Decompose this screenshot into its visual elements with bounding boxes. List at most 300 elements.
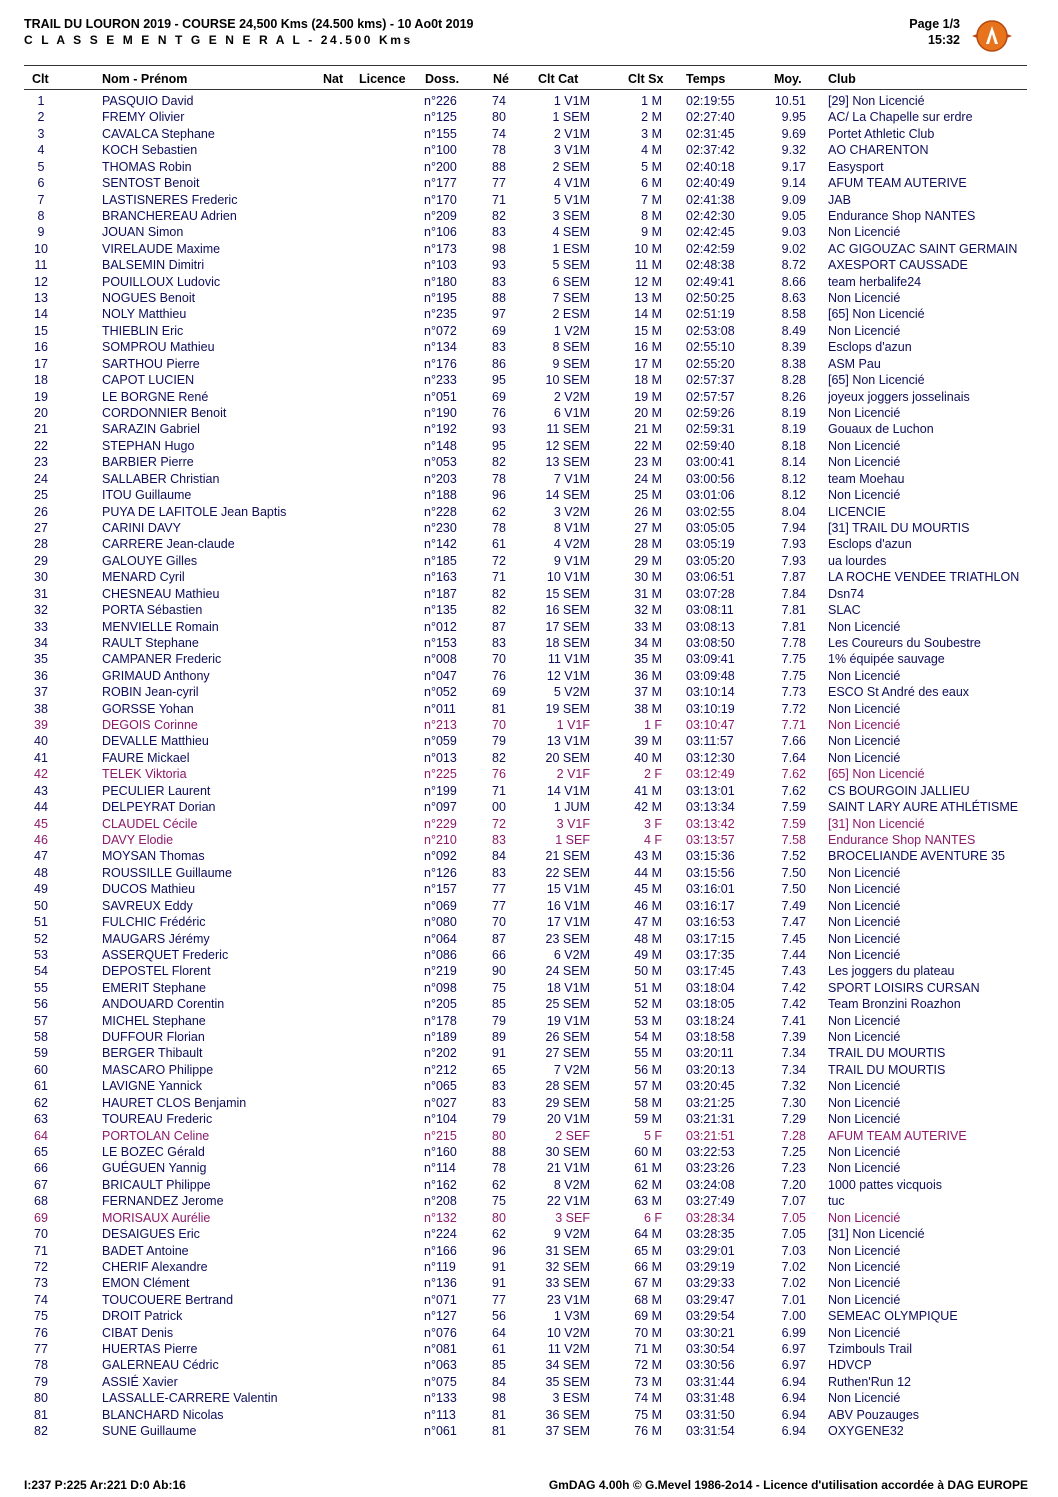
cell-clt: 10 [34, 241, 48, 256]
cell-ne: 71 [492, 570, 506, 585]
cell-doss: n°098 [424, 980, 457, 995]
cell-ne: 97 [492, 307, 506, 322]
cell-club: Non Licencié [828, 1243, 901, 1258]
table-row [0, 520, 1058, 536]
cell-club: TRAIL DU MOURTIS [828, 1046, 946, 1061]
cell-temps: 03:30:56 [686, 1358, 735, 1373]
cell-ne: 83 [492, 1095, 506, 1110]
col-doss: Doss. [425, 72, 460, 86]
cell-ne: 74 [492, 94, 506, 108]
cell-club: Ruthen'Run 12 [828, 1374, 912, 1389]
cell-clt: 1 [37, 94, 45, 108]
cell-nom: ROUSSILLE Guillaume [102, 865, 232, 880]
cell-club: HDVCP [828, 1358, 872, 1373]
cell-doss: n°135 [424, 603, 457, 618]
cell-ne: 64 [492, 1325, 506, 1340]
cell-clt: 81 [34, 1407, 48, 1422]
cell-clt-sx: 55 M [634, 1046, 662, 1061]
cell-nom: FREMY Olivier [102, 110, 185, 125]
table-row [0, 1423, 1058, 1439]
cell-clt-cat: 31 SEM [545, 1243, 590, 1258]
cell-clt-cat: 1 V1M [553, 94, 590, 108]
cell-clt: 67 [34, 1177, 48, 1192]
cell-clt-cat: 36 SEM [545, 1407, 590, 1422]
cell-clt-cat: 10 V2M [546, 1325, 590, 1340]
cell-ne: 75 [492, 1194, 506, 1209]
cell-club: [29] Non Licencié [828, 94, 925, 108]
cell-moy: 7.34 [781, 1062, 806, 1077]
cell-clt: 41 [34, 750, 48, 765]
cell-club: OXYGENE32 [828, 1424, 904, 1439]
cell-doss: n°061 [424, 1424, 457, 1439]
cell-nom: ROBIN Jean-cyril [102, 685, 199, 700]
table-row [0, 832, 1058, 848]
cell-ne: 95 [492, 373, 506, 388]
cell-clt-cat: 19 SEM [545, 701, 590, 716]
cell-club: Les Coureurs du Soubestre [828, 635, 981, 650]
cell-doss: n°064 [424, 931, 457, 946]
cell-clt-cat: 30 SEM [545, 1145, 590, 1159]
cell-doss: n°224 [424, 1227, 457, 1242]
cell-clt-sx: 10 M [634, 241, 662, 256]
cell-clt: 46 [34, 832, 48, 847]
cell-ne: 90 [492, 964, 506, 979]
cell-moy: 8.72 [781, 258, 806, 273]
event-logo [968, 14, 1016, 58]
col-nat: Nat [323, 72, 344, 86]
cell-club: Non Licencié [828, 1292, 901, 1307]
cell-moy: 7.93 [781, 553, 806, 568]
cell-nom: TELEK Viktoria [102, 767, 187, 782]
cell-clt-sx: 42 M [634, 800, 662, 815]
cell-doss: n°051 [424, 389, 457, 404]
cell-nom: MICHEL Stephane [102, 1013, 206, 1028]
cell-club: Non Licencié [828, 898, 901, 913]
cell-nom: MENARD Cyril [102, 570, 185, 585]
cell-clt-cat: 22 V1M [546, 1194, 590, 1209]
table-row [0, 766, 1058, 782]
table-row [0, 142, 1058, 158]
cell-clt: 15 [34, 323, 48, 338]
cell-clt-sx: 48 M [634, 931, 662, 946]
cell-moy: 9.32 [781, 143, 806, 158]
cell-ne: 77 [492, 882, 506, 897]
cell-clt-cat: 18 SEM [545, 635, 590, 650]
cell-club: Les joggers du plateau [828, 964, 955, 979]
cell-club: JAB [828, 192, 851, 207]
cell-temps: 03:18:04 [686, 980, 735, 995]
cell-temps: 02:51:19 [686, 307, 735, 322]
cell-clt-sx: 44 M [634, 865, 662, 880]
cell-doss: n°185 [424, 553, 457, 568]
cell-club: AFUM TEAM AUTERIVE [828, 1128, 967, 1143]
cell-doss: n°199 [424, 783, 457, 798]
cell-moy: 7.62 [781, 783, 806, 798]
cell-clt: 66 [34, 1161, 48, 1176]
cell-temps: 02:50:25 [686, 291, 735, 306]
race-title: TRAIL DU LOURON 2019 - COURSE 24,500 Kms (24.500 kms) - 10 Ao0t 2019 [24, 17, 474, 31]
cell-moy: 6.97 [781, 1342, 806, 1357]
cell-clt-sx: 36 M [634, 668, 662, 683]
cell-club: AC/ La Chapelle sur erdre [828, 110, 973, 125]
cell-clt-cat: 13 SEM [545, 455, 590, 470]
cell-nom: GALOUYE Gilles [102, 553, 198, 568]
table-row [0, 1325, 1058, 1341]
cell-clt: 74 [34, 1292, 48, 1307]
cell-moy: 7.75 [781, 652, 806, 667]
col-ne: Né [493, 72, 509, 86]
cell-temps: 02:57:57 [686, 389, 735, 404]
table-row [0, 1243, 1058, 1259]
cell-clt-sx: 74 M [634, 1391, 662, 1406]
cell-moy: 8.66 [781, 274, 806, 289]
cell-clt-cat: 32 SEM [545, 1259, 590, 1274]
cell-club: SEMEAC OLYMPIQUE [828, 1309, 958, 1324]
cell-temps: 03:07:28 [686, 586, 735, 601]
cell-doss: n°233 [424, 373, 457, 388]
cell-moy: 7.64 [781, 750, 806, 765]
cell-clt-cat: 2 SEF [555, 1128, 590, 1143]
cell-moy: 7.02 [781, 1276, 806, 1291]
cell-clt-cat: 9 SEM [552, 356, 590, 371]
cell-clt-sx: 7 M [641, 192, 662, 207]
cell-clt-cat: 34 SEM [545, 1358, 590, 1373]
cell-temps: 03:31:48 [686, 1391, 735, 1406]
table-row [0, 208, 1058, 224]
cell-clt-cat: 1 V3M [553, 1309, 590, 1324]
cell-club: TRAIL DU MOURTIS [828, 1062, 946, 1077]
cell-clt: 24 [34, 471, 48, 486]
cell-doss: n°177 [424, 176, 457, 191]
cell-club: Non Licencié [828, 291, 901, 306]
col-clt: Clt [32, 72, 49, 86]
cell-clt-cat: 7 V1M [553, 471, 590, 486]
cell-clt: 6 [37, 176, 45, 191]
cell-temps: 03:09:48 [686, 668, 735, 683]
cell-clt-cat: 37 SEM [545, 1424, 590, 1439]
table-row [0, 898, 1058, 914]
cell-ne: 82 [492, 586, 506, 601]
cell-club: [31] TRAIL DU MOURTIS [828, 520, 970, 535]
cell-moy: 7.41 [781, 1013, 806, 1028]
cell-nom: LE BORGNE René [102, 389, 209, 404]
cell-moy: 9.17 [781, 159, 806, 174]
cell-moy: 8.26 [781, 389, 806, 404]
cell-clt-cat: 3 SEM [552, 208, 590, 223]
cell-nom: CAVALCA Stephane [102, 126, 215, 141]
cell-moy: 7.75 [781, 668, 806, 683]
cell-doss: n°195 [424, 291, 457, 306]
cell-nom: POUILLOUX Ludovic [102, 274, 221, 289]
cell-ne: 82 [492, 208, 506, 223]
cell-ne: 76 [492, 668, 506, 683]
cell-doss: n°213 [424, 718, 457, 733]
cell-nom: CIBAT Denis [102, 1325, 174, 1340]
cell-temps: 03:11:57 [686, 734, 734, 749]
cell-moy: 7.34 [781, 1046, 806, 1061]
cell-clt-cat: 11 SEM [546, 422, 590, 437]
cell-temps: 03:17:15 [686, 931, 735, 946]
cell-temps: 03:13:57 [686, 832, 735, 847]
cell-clt: 60 [34, 1062, 48, 1077]
cell-clt: 9 [37, 225, 45, 240]
cell-moy: 9.02 [781, 241, 806, 256]
cell-ne: 75 [492, 980, 506, 995]
cell-temps: 03:10:19 [686, 701, 735, 716]
cell-nom: MENVIELLE Romain [102, 619, 219, 634]
cell-moy: 7.42 [781, 997, 806, 1012]
cell-clt-sx: 18 M [634, 373, 662, 388]
cell-clt: 29 [34, 553, 48, 568]
cell-clt: 35 [34, 652, 48, 667]
cell-temps: 03:10:47 [686, 718, 735, 733]
cell-moy: 6.97 [781, 1358, 806, 1373]
table-row [0, 799, 1058, 815]
cell-doss: n°219 [424, 964, 457, 979]
cell-clt-cat: 28 SEM [545, 1079, 590, 1094]
cell-temps: 03:00:56 [686, 471, 735, 486]
cell-doss: n°225 [424, 767, 457, 782]
cell-temps: 03:05:20 [686, 553, 735, 568]
cell-temps: 03:18:05 [686, 997, 735, 1012]
cell-club: [65] Non Licencié [828, 373, 925, 388]
cell-nom: LASSALLE-CARRERE Valentin [102, 1391, 278, 1406]
cell-moy: 9.69 [781, 126, 806, 141]
cell-clt-sx: 37 M [634, 685, 662, 700]
cell-temps: 03:13:42 [686, 816, 735, 831]
cell-clt-cat: 11 V1M [547, 652, 590, 667]
cell-clt: 55 [34, 980, 48, 995]
cell-temps: 02:40:18 [686, 159, 735, 174]
race-subtitle: C L A S S E M E N T G E N E R A L - 24.500 Kms [24, 33, 413, 47]
cell-nom: SAVREUX Eddy [102, 898, 193, 913]
cell-moy: 8.14 [781, 455, 806, 470]
table-row [0, 175, 1058, 191]
cell-ne: 79 [492, 1013, 506, 1028]
cell-clt: 44 [34, 800, 48, 815]
table-row [0, 816, 1058, 832]
cell-moy: 6.94 [781, 1374, 806, 1389]
cell-clt-sx: 30 M [634, 570, 662, 585]
cell-ne: 62 [492, 504, 506, 519]
cell-clt: 54 [34, 964, 48, 979]
cell-temps: 02:42:30 [686, 208, 735, 223]
cell-clt-cat: 24 SEM [545, 964, 590, 979]
cell-clt-cat: 23 V1M [546, 1292, 590, 1307]
cell-ne: 72 [492, 553, 506, 568]
cell-clt-cat: 2 V2M [553, 389, 590, 404]
cell-nom: HAURET CLOS Benjamin [102, 1095, 247, 1110]
cell-temps: 02:53:08 [686, 323, 735, 338]
cell-clt-sx: 40 M [634, 750, 662, 765]
cell-temps: 03:12:49 [686, 767, 735, 782]
cell-ne: 72 [492, 816, 506, 831]
cell-nom: PORTA Sébastien [102, 603, 203, 618]
cell-moy: 8.19 [781, 406, 806, 421]
cell-doss: n°180 [424, 274, 457, 289]
cell-doss: n°086 [424, 947, 457, 962]
cell-clt: 58 [34, 1030, 48, 1045]
cell-temps: 03:15:56 [686, 865, 735, 880]
cell-moy: 7.59 [781, 816, 806, 831]
cell-nom: BRICAULT Philippe [102, 1177, 211, 1192]
cell-clt-cat: 11 V2M [547, 1342, 590, 1357]
cell-doss: n°162 [424, 1177, 457, 1192]
cell-ne: 91 [492, 1046, 506, 1061]
cell-clt-cat: 2 V1F [556, 767, 590, 782]
cell-nom: TOUCOUERE Bertrand [102, 1292, 234, 1307]
cell-ne: 79 [492, 1112, 506, 1127]
cell-clt-sx: 76 M [634, 1424, 662, 1439]
cell-club: Non Licencié [828, 488, 901, 503]
cell-clt-sx: 61 M [634, 1161, 662, 1176]
table-row [0, 93, 1058, 109]
cell-doss: n°076 [424, 1325, 457, 1340]
table-row [0, 109, 1058, 125]
cell-clt: 12 [34, 274, 48, 289]
cell-nom: FAURE Mickael [102, 750, 190, 765]
cell-club: SAINT LARY AURE ATHLÉTISME [828, 800, 1019, 815]
col-temps: Temps [686, 72, 726, 86]
table-row [0, 126, 1058, 142]
cell-nom: CLAUDEL Cécile [102, 816, 198, 831]
cell-club: Non Licencié [828, 865, 901, 880]
cell-clt: 19 [34, 389, 48, 404]
cell-doss: n°208 [424, 1194, 457, 1209]
cell-clt: 53 [34, 947, 48, 962]
cell-clt: 3 [37, 126, 45, 141]
cell-clt-cat: 12 V1M [546, 668, 590, 683]
cell-moy: 8.63 [781, 291, 806, 306]
cell-club: SLAC [828, 603, 861, 618]
cell-clt: 16 [34, 340, 48, 355]
cell-doss: n°104 [424, 1112, 457, 1127]
cell-temps: 02:31:45 [686, 126, 735, 141]
cell-clt: 21 [34, 422, 48, 437]
cell-nom: VIRELAUDE Maxime [102, 241, 221, 256]
cell-clt-sx: 19 M [634, 389, 662, 404]
cell-temps: 03:20:45 [686, 1079, 735, 1094]
cell-temps: 02:55:20 [686, 356, 735, 371]
cell-temps: 03:08:11 [686, 603, 734, 618]
cell-club: 1% équipée sauvage [828, 652, 945, 667]
cell-clt-sx: 41 M [634, 783, 662, 798]
cell-temps: 03:13:01 [686, 783, 735, 798]
cell-clt: 49 [34, 882, 48, 897]
table-row [0, 257, 1058, 273]
cell-nom: ASSERQUET Frederic [102, 947, 229, 962]
cell-nom: CORDONNIER Benoit [102, 406, 227, 421]
table-row [0, 1029, 1058, 1045]
table-row [0, 553, 1058, 569]
cell-club: Non Licencié [828, 1145, 901, 1159]
cell-doss: n°072 [424, 323, 457, 338]
cell-nom: NOGUES Benoit [102, 291, 196, 306]
cell-temps: 03:17:45 [686, 964, 735, 979]
table-row [0, 1111, 1058, 1127]
cell-clt: 51 [34, 915, 48, 930]
cell-clt: 39 [34, 718, 48, 733]
cell-temps: 03:29:54 [686, 1309, 735, 1324]
cell-doss: n°176 [424, 356, 457, 371]
cell-clt-sx: 56 M [634, 1062, 662, 1077]
cell-nom: BLANCHARD Nicolas [102, 1407, 224, 1422]
table-row [0, 290, 1058, 306]
cell-doss: n°155 [424, 126, 457, 141]
cell-clt-cat: 8 SEM [552, 340, 590, 355]
cell-clt-cat: 4 SEM [552, 225, 590, 240]
cell-moy: 7.58 [781, 832, 806, 847]
cell-ne: 78 [492, 520, 506, 535]
cell-clt-sx: 25 M [634, 488, 662, 503]
cell-club: Non Licencié [828, 1325, 901, 1340]
cell-club: CS BOURGOIN JALLIEU [828, 783, 970, 798]
cell-clt-sx: 32 M [634, 603, 662, 618]
cell-clt-sx: 24 M [634, 471, 662, 486]
cell-nom: NOLY Matthieu [102, 307, 187, 322]
cell-clt: 27 [34, 520, 48, 535]
cell-moy: 7.93 [781, 537, 806, 552]
cell-doss: n°226 [424, 94, 457, 108]
cell-nom: STEPHAN Hugo [102, 438, 195, 453]
cell-clt-cat: 1 V1F [556, 718, 590, 733]
cell-nom: SOMPROU Mathieu [102, 340, 215, 355]
cell-clt-cat: 8 V2M [553, 1177, 590, 1192]
cell-clt: 78 [34, 1358, 48, 1373]
cell-clt: 5 [37, 159, 45, 174]
cell-moy: 7.81 [781, 603, 806, 618]
cell-temps: 03:29:19 [686, 1259, 735, 1274]
cell-moy: 9.95 [781, 110, 806, 125]
cell-moy: 8.28 [781, 373, 806, 388]
cell-club: ASM Pau [828, 356, 881, 371]
cell-doss: n°052 [424, 685, 457, 700]
cell-clt-cat: 17 V1M [546, 915, 590, 930]
cell-temps: 03:30:21 [686, 1325, 735, 1340]
cell-moy: 6.94 [781, 1424, 806, 1439]
cell-clt-cat: 14 V1M [546, 783, 590, 798]
cell-clt-cat: 2 V1M [553, 126, 590, 141]
table-row [0, 668, 1058, 684]
results-table [0, 93, 1058, 1440]
cell-nom: EMON Clément [102, 1276, 190, 1291]
cell-ne: 77 [492, 1292, 506, 1307]
cell-clt-cat: 4 V2M [553, 537, 590, 552]
cell-doss: n°114 [424, 1161, 456, 1176]
cell-clt: 43 [34, 783, 48, 798]
cell-temps: 03:18:58 [686, 1030, 735, 1045]
cell-nom: MASCARO Philippe [102, 1062, 214, 1077]
cell-temps: 03:16:01 [686, 882, 735, 897]
cell-club: Portet Athletic Club [828, 126, 935, 141]
cell-doss: n°166 [424, 1243, 457, 1258]
cell-clt-sx: 21 M [634, 422, 662, 437]
cell-club: Gouaux de Luchon [828, 422, 934, 437]
cell-clt-sx: 54 M [634, 1030, 662, 1045]
cell-temps: 03:02:55 [686, 504, 735, 519]
table-row [0, 471, 1058, 487]
cell-clt-cat: 4 V1M [553, 176, 590, 191]
table-row [0, 635, 1058, 651]
cell-clt-sx: 5 M [641, 159, 662, 174]
cell-ne: 65 [492, 1062, 506, 1077]
cell-clt-sx: 67 M [634, 1276, 662, 1291]
cell-ne: 82 [492, 455, 506, 470]
cell-moy: 10.51 [774, 94, 806, 108]
cell-ne: 88 [492, 1145, 506, 1159]
cell-ne: 69 [492, 389, 506, 404]
cell-clt-sx: 31 M [634, 586, 662, 601]
